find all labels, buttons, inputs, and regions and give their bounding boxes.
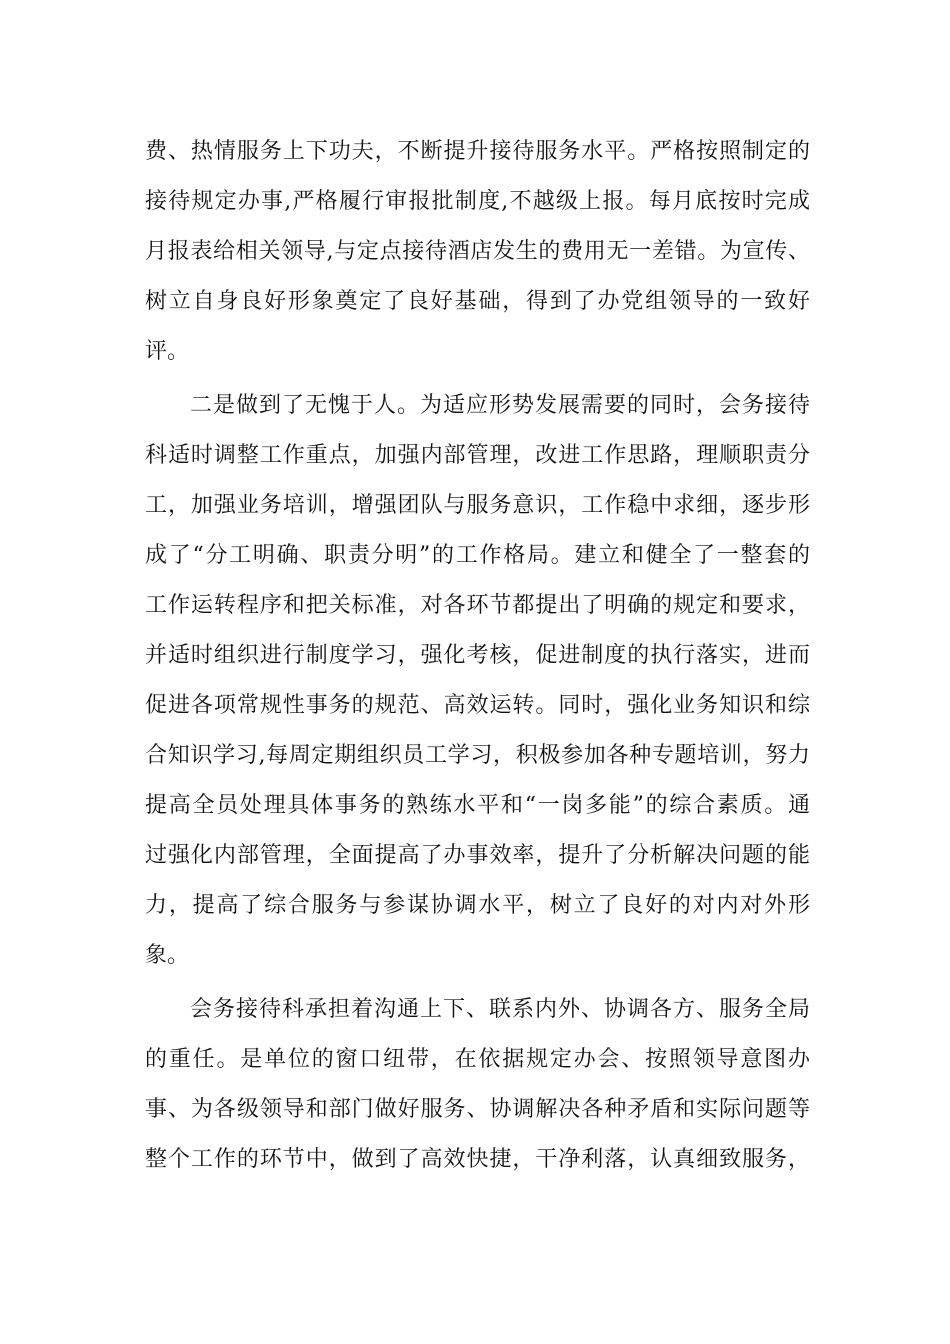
text-line: 评。	[145, 339, 190, 364]
text-line: 会务接待科承担着沟通上下、联系内外、协调各方、服务全局	[190, 997, 810, 1022]
text-line: 科适时调整工作重点，加强内部管理，改进工作思路，理顺职责分	[145, 443, 810, 468]
text-line: 的重任。是单位的窗口纽带，在依据规定办会、按照领导意图办	[145, 1047, 810, 1072]
text-line: 提高全员处理具体事务的熟练水平和“一岗多能”的综合素质。通	[145, 793, 810, 818]
text-line: 并适时组织进行制度学习，强化考核，促进制度的执行落实，进而	[145, 643, 810, 668]
text-line: 事、为各级领导和部门做好服务、协调解决各种矛盾和实际问题等	[145, 1097, 810, 1122]
text-line: 月报表给相关领导,与定点接待酒店发生的费用无一差错。为宣传、	[145, 239, 810, 264]
text-line: 工，加强业务培训，增强团队与服务意识，工作稳中求细，逐步形	[145, 493, 810, 518]
text-line: 工作运转程序和把关标准，对各环节都提出了明确的规定和要求，	[145, 593, 810, 618]
text-line: 象。	[145, 943, 190, 968]
text-line: 促进各项常规性事务的规范、高效运转。同时，强化业务知识和综	[145, 693, 810, 718]
text-line: 整个工作的环节中，做到了高效快捷，干净利落，认真细致服务，	[145, 1147, 810, 1172]
text-line: 二是做到了无愧于人。为适应形势发展需要的同时，会务接待	[190, 393, 810, 418]
text-line: 过强化内部管理，全面提高了办事效率，提升了分析解决问题的能	[145, 843, 810, 868]
text-line: 力，提高了综合服务与参谋协调水平，树立了良好的对内对外形	[145, 893, 810, 918]
text-line: 树立自身良好形象奠定了良好基础，得到了办党组领导的一致好	[145, 289, 810, 314]
text-line: 接待规定办事,严格履行审报批制度,不越级上报。每月底按时完成	[145, 189, 810, 214]
text-line: 成了“分工明确、职责分明”的工作格局。建立和健全了一整套的	[145, 543, 810, 568]
text-line: 费、热情服务上下功夫，不断提升接待服务水平。严格按照制定的	[145, 139, 810, 164]
text-line: 合知识学习,每周定期组织员工学习，积极参加各种专题培训，努力	[145, 743, 810, 768]
